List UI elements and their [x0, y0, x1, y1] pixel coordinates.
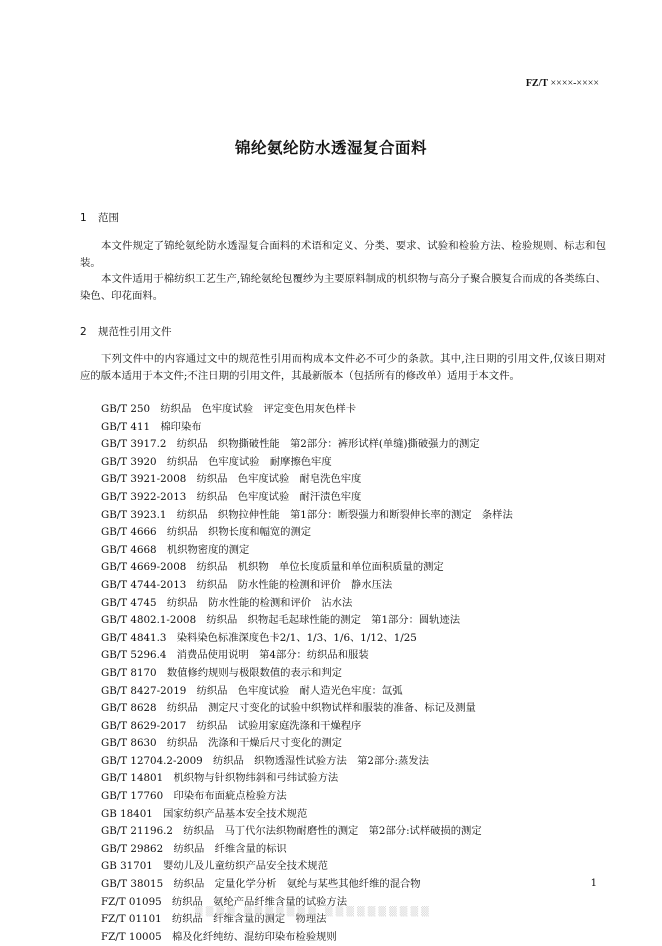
reference-item: GB/T 3923.1 纺织品 织物拉伸性能 第1部分：断裂强力和断裂伸长率的测定 条样法: [101, 508, 513, 521]
section-title: 规范性引用文件: [98, 326, 172, 338]
reference-item: GB/T 4668 机织物密度的测定: [101, 543, 250, 556]
reference-item: GB/T 8427-2019 纺织品 色牢度试验 耐人造光色牢度：氙弧: [101, 684, 403, 697]
page-number: 1: [590, 878, 597, 889]
reference-item: GB/T 8629-2017 纺织品 试验用家庭洗涤和干燥程序: [101, 719, 362, 732]
section-number: 2: [80, 326, 87, 338]
section-2-heading: [80, 324, 172, 339]
section-1-paragraph-2: 本文件适用于棉纺织工艺生产,锦纶氨纶包覆纱为主要原料制成的机织物与高分子聚合膜复合而成的各类练白、染色、印花面料。: [80, 273, 606, 302]
reference-item: GB/T 3917.2 纺织品 织物撕破性能 第2部分：裤形试样(单缝)撕破强力的测定: [101, 438, 480, 451]
section-1-paragraph-1: 本文件规定了锦纶氨纶防水透湿复合面料的术语和定义、分类、要求、试验和检验方法、检验规则、标志和包装。: [80, 240, 606, 269]
reference-list: [101, 401, 513, 946]
reference-item: GB/T 4669-2008 纺织品 机织物 单位长度质量和单位面积质量的测定: [101, 561, 444, 574]
reference-item: FZ/T 01101 纺织品 纤维含量的测定 物理法: [101, 913, 327, 926]
reference-item: FZ/T 10005 棉及化纤纯纺、混纺印染布检验规则: [101, 930, 337, 943]
reference-item: GB/T 12704.2-2009 纺织品 织物透湿性试验方法 第2部分:蒸发法: [101, 754, 429, 767]
document-title: 锦纶氨纶防水透湿复合面料: [234, 139, 427, 157]
reference-item: GB 18401 国家纺织产品基本安全技术规范: [101, 807, 308, 820]
standard-code: [526, 78, 599, 89]
section-1-heading: [80, 210, 119, 225]
reference-item: GB/T 4666 纺织品 织物长度和幅宽的测定: [101, 526, 312, 539]
section-number: 1: [80, 212, 87, 224]
reference-item: GB/T 17760 印染布布面疵点检验方法: [101, 790, 287, 803]
reference-item: GB/T 4802.1-2008 纺织品 织物起毛起球性能的测定 第1部分：圆轨迹法: [101, 614, 461, 627]
reference-item: GB/T 411 棉印染布: [101, 420, 202, 433]
standard-number: ××××-××××: [550, 78, 599, 89]
reference-item: FZ/T 01095 纺织品 氨纶产品纤维含量的试验方法: [101, 895, 348, 908]
reference-item: GB/T 29862 纺织品 纤维含量的标识: [101, 842, 287, 855]
reference-item: GB/T 4745 纺织品 防水性能的检测和评价 沾水法: [101, 596, 353, 609]
section-2-paragraph-1: 下列文件中的内容通过文中的规范性引用而构成本文件必不可少的条款。其中,注日期的引用文件,仅该日期对应的版本适用于本文件;不注日期的引用文件，其最新版本（包括所有的修改单）适用于本文件。: [80, 353, 606, 382]
reference-item: GB/T 3921-2008 纺织品 色牢度试验 耐皂洗色牢度: [101, 473, 362, 486]
reference-item: GB/T 14801 机织物与针织物纬斜和弓纬试验方法: [101, 772, 339, 785]
reference-item: GB/T 3920 纺织品 色牢度试验 耐摩擦色牢度: [101, 455, 332, 468]
reference-item: GB/T 3922-2013 纺织品 色牢度试验 耐汗渍色牢度: [101, 490, 362, 503]
reference-item: GB 31701 婴幼儿及儿童纺织产品安全技术规范: [101, 860, 328, 873]
reference-item: GB/T 4744-2013 纺织品 防水性能的检测和评价 静水压法: [101, 578, 393, 591]
section-title: 范围: [98, 212, 119, 224]
reference-item: GB/T 250 纺织品 色牢度试验 评定变色用灰色样卡: [101, 403, 356, 415]
standard-prefix: FZ/T: [525, 78, 549, 89]
reference-item: GB/T 8630 纺织品 洗涤和干燥后尺寸变化的测定: [101, 737, 342, 750]
reference-item: GB/T 38015 纺织品 定量化学分析 氨纶与某些其他纤维的混合物: [101, 878, 421, 891]
reference-item: GB/T 4841.3 染料染色标准深度色卡2/1、1/3、1/6、1/12、1/25: [101, 631, 417, 644]
reference-item: GB/T 8170 数值修约规则与极限数值的表示和判定: [101, 666, 342, 679]
reference-item: GB/T 5296.4 消费品使用说明 第4部分：纺织品和服装: [101, 649, 369, 662]
faint-watermark: ▒▒▒▒ ▒▒▒▒▒▒▒ ▒▒▒▒▒▒▒▒▒▒: [195, 906, 432, 917]
reference-item: GB/T 8628 纺织品 测定尺寸变化的试验中织物试样和服装的准备、标记及测量: [101, 702, 476, 715]
reference-item: GB/T 21196.2 纺织品 马丁代尔法织物耐磨性的测定 第2部分:试样破损的测定: [101, 825, 482, 838]
